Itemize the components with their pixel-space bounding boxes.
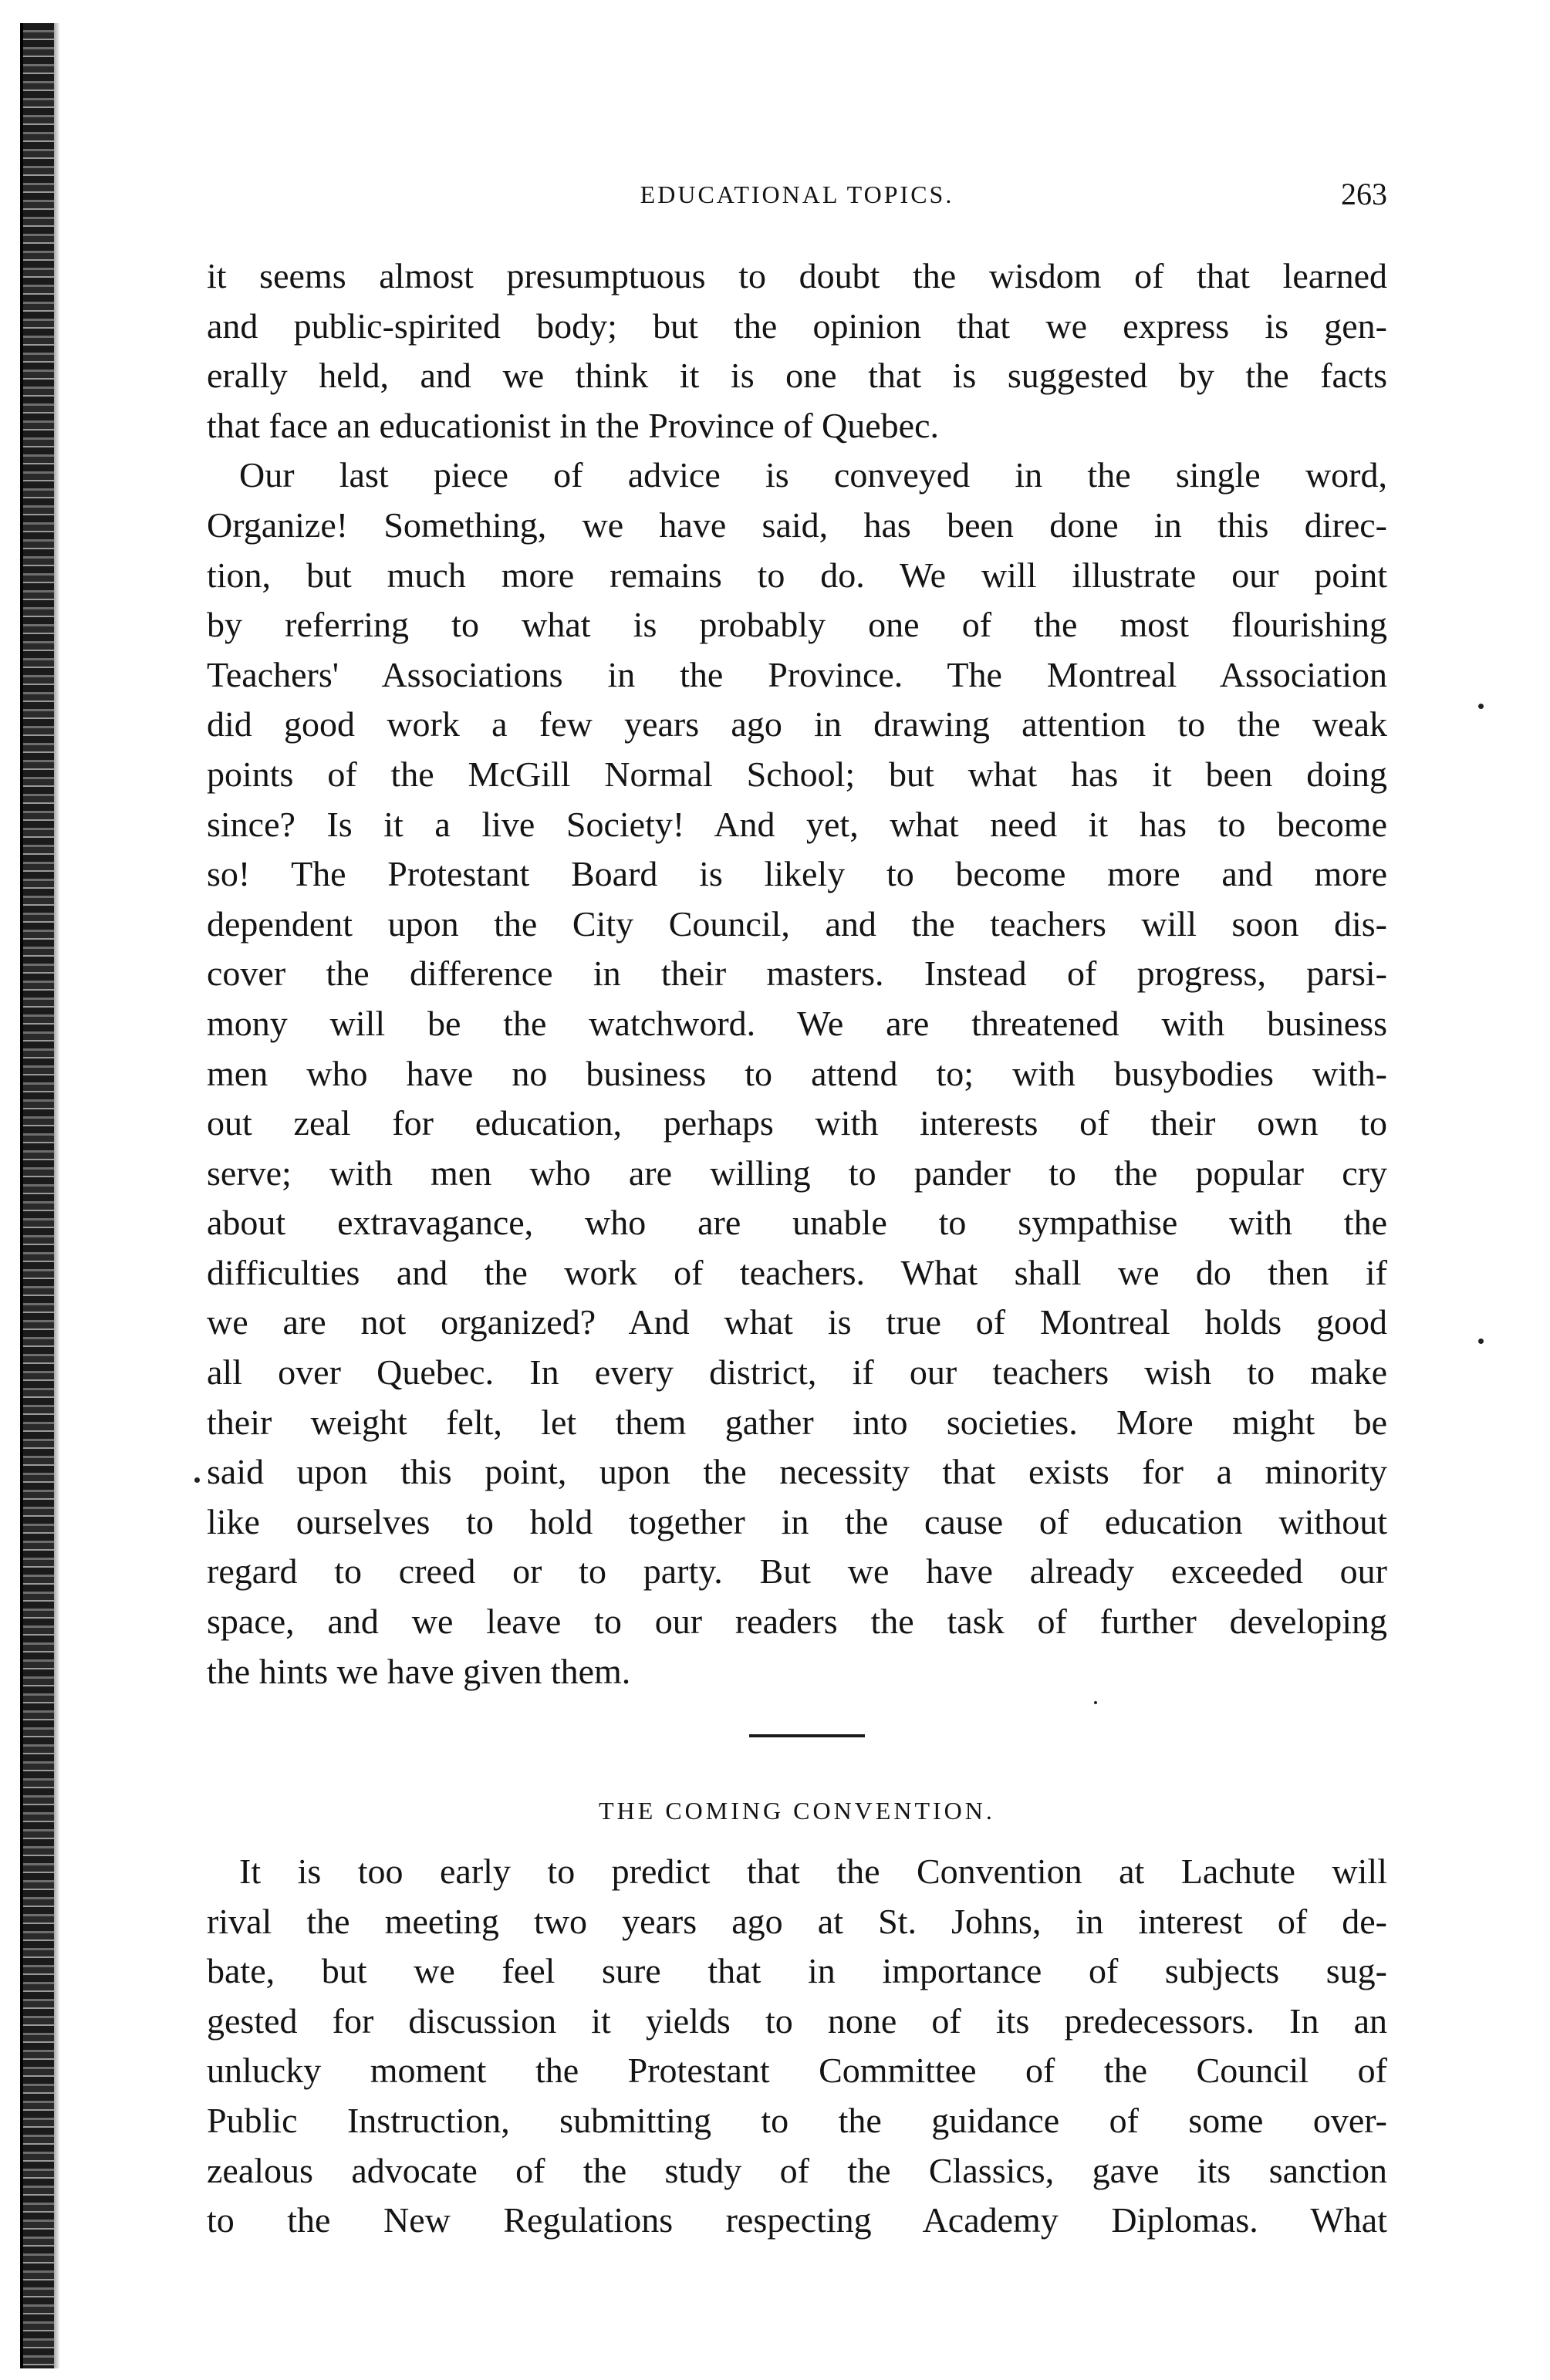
- text-line: Organize! Something, we have said, has been done in this direc-: [207, 505, 1387, 545]
- paragraph-convention: [207, 1847, 1387, 2246]
- margin-speck: [1094, 1701, 1097, 1704]
- text-line: serve; with men who are willing to pander to the popular cry: [207, 1153, 1387, 1193]
- running-head: [207, 171, 1387, 218]
- margin-speck: [1478, 704, 1484, 709]
- text-line: cover the difference in their masters. Instead of progress, parsi-: [207, 954, 1387, 994]
- margin-speck: [194, 1477, 200, 1483]
- section-heading: THE COMING CONVENTION.: [599, 1797, 995, 1825]
- page-binding-edge: [20, 23, 54, 2368]
- running-title: EDUCATIONAL TOPICS.: [640, 181, 954, 208]
- text-line: like ourselves to hold together in the cause of education without: [207, 1501, 1387, 1541]
- text-line: rival the meeting two years ago at St. Johns, in interest of de-: [207, 1901, 1387, 1941]
- text-line: It is too early to predict that the Convention at Lachute will: [239, 1852, 1387, 1891]
- text-line: zealous advocate of the study of the Classics, gave its sanction: [207, 2150, 1387, 2190]
- text-line: and public-spirited body; but the opinion that we express is gen-: [207, 306, 1387, 346]
- text-line: difficulties and the work of teachers. What shall we do then if: [207, 1252, 1387, 1292]
- text-line: regard to creed or to party. But we have already exceeded our: [207, 1551, 1387, 1592]
- text-line: Our last piece of advice is conveyed in the single word,: [239, 455, 1387, 495]
- text-line: Teachers' Associations in the Province. The Montreal Association: [207, 654, 1387, 694]
- text-line: since? Is it a live Society! And yet, what need it has to become: [207, 804, 1387, 844]
- text-line: that face an educationist in the Province of Quebec.: [207, 405, 940, 445]
- text-line: erally held, and we think it is one that is suggested by the facts: [207, 356, 1387, 396]
- section-body: [207, 1847, 1387, 2246]
- text-line: to the New Regulations respecting Academy Diplomas. What: [207, 2200, 1387, 2240]
- text-line: so! The Protestant Board is likely to become more and more: [207, 854, 1387, 894]
- text-line: said upon this point, upon the necessity that exists for a minority: [207, 1452, 1387, 1492]
- text-line: we are not organized? And what is true of Montreal holds good: [207, 1302, 1387, 1342]
- text-line: it seems almost presumptuous to doubt the wisdom of that learned: [207, 256, 1387, 295]
- text-line: did good work a few years ago in drawing attention to the weak: [207, 704, 1387, 744]
- text-line: men who have no business to attend to; with busybodies with-: [207, 1053, 1387, 1093]
- text-line: all over Quebec. In every district, if our teachers wish to make: [207, 1352, 1387, 1393]
- text-line: the hints we have given them.: [207, 1651, 631, 1691]
- text-line: about extravagance, who are unable to sympathise with the: [207, 1203, 1387, 1243]
- paragraph-continuation: [207, 252, 1387, 451]
- section-divider-rule: [749, 1734, 865, 1737]
- text-line: their weight felt, let them gather into societies. More might be: [207, 1402, 1387, 1442]
- text-line: points of the McGill Normal School; but what has it been doing: [207, 754, 1387, 794]
- body-text: [207, 252, 1387, 1696]
- text-line: out zeal for education, perhaps with interests of their own to: [207, 1103, 1387, 1143]
- text-line: gested for discussion it yields to none of its predecessors. In an: [207, 2000, 1387, 2041]
- text-line: mony will be the watchword. We are threatened with business: [207, 1003, 1387, 1043]
- text-line: by referring to what is probably one of the most flourishing: [207, 605, 1387, 645]
- text-line: tion, but much more remains to do. We will illustrate our point: [207, 555, 1387, 595]
- margin-speck: [1478, 1339, 1484, 1344]
- text-line: space, and we leave to our readers the task of further developing: [207, 1602, 1387, 1642]
- text-line: bate, but we feel sure that in importance of subjects sug-: [207, 1951, 1387, 1991]
- paragraph-organize: [207, 451, 1387, 1696]
- text-line: Public Instruction, submitting to the guidance of some over-: [207, 2100, 1387, 2140]
- text-line: dependent upon the City Council, and the teachers will soon dis-: [207, 903, 1387, 944]
- text-line: unlucky moment the Protestant Committee of the Council of: [207, 2051, 1387, 2091]
- page-number: 263: [1341, 177, 1387, 211]
